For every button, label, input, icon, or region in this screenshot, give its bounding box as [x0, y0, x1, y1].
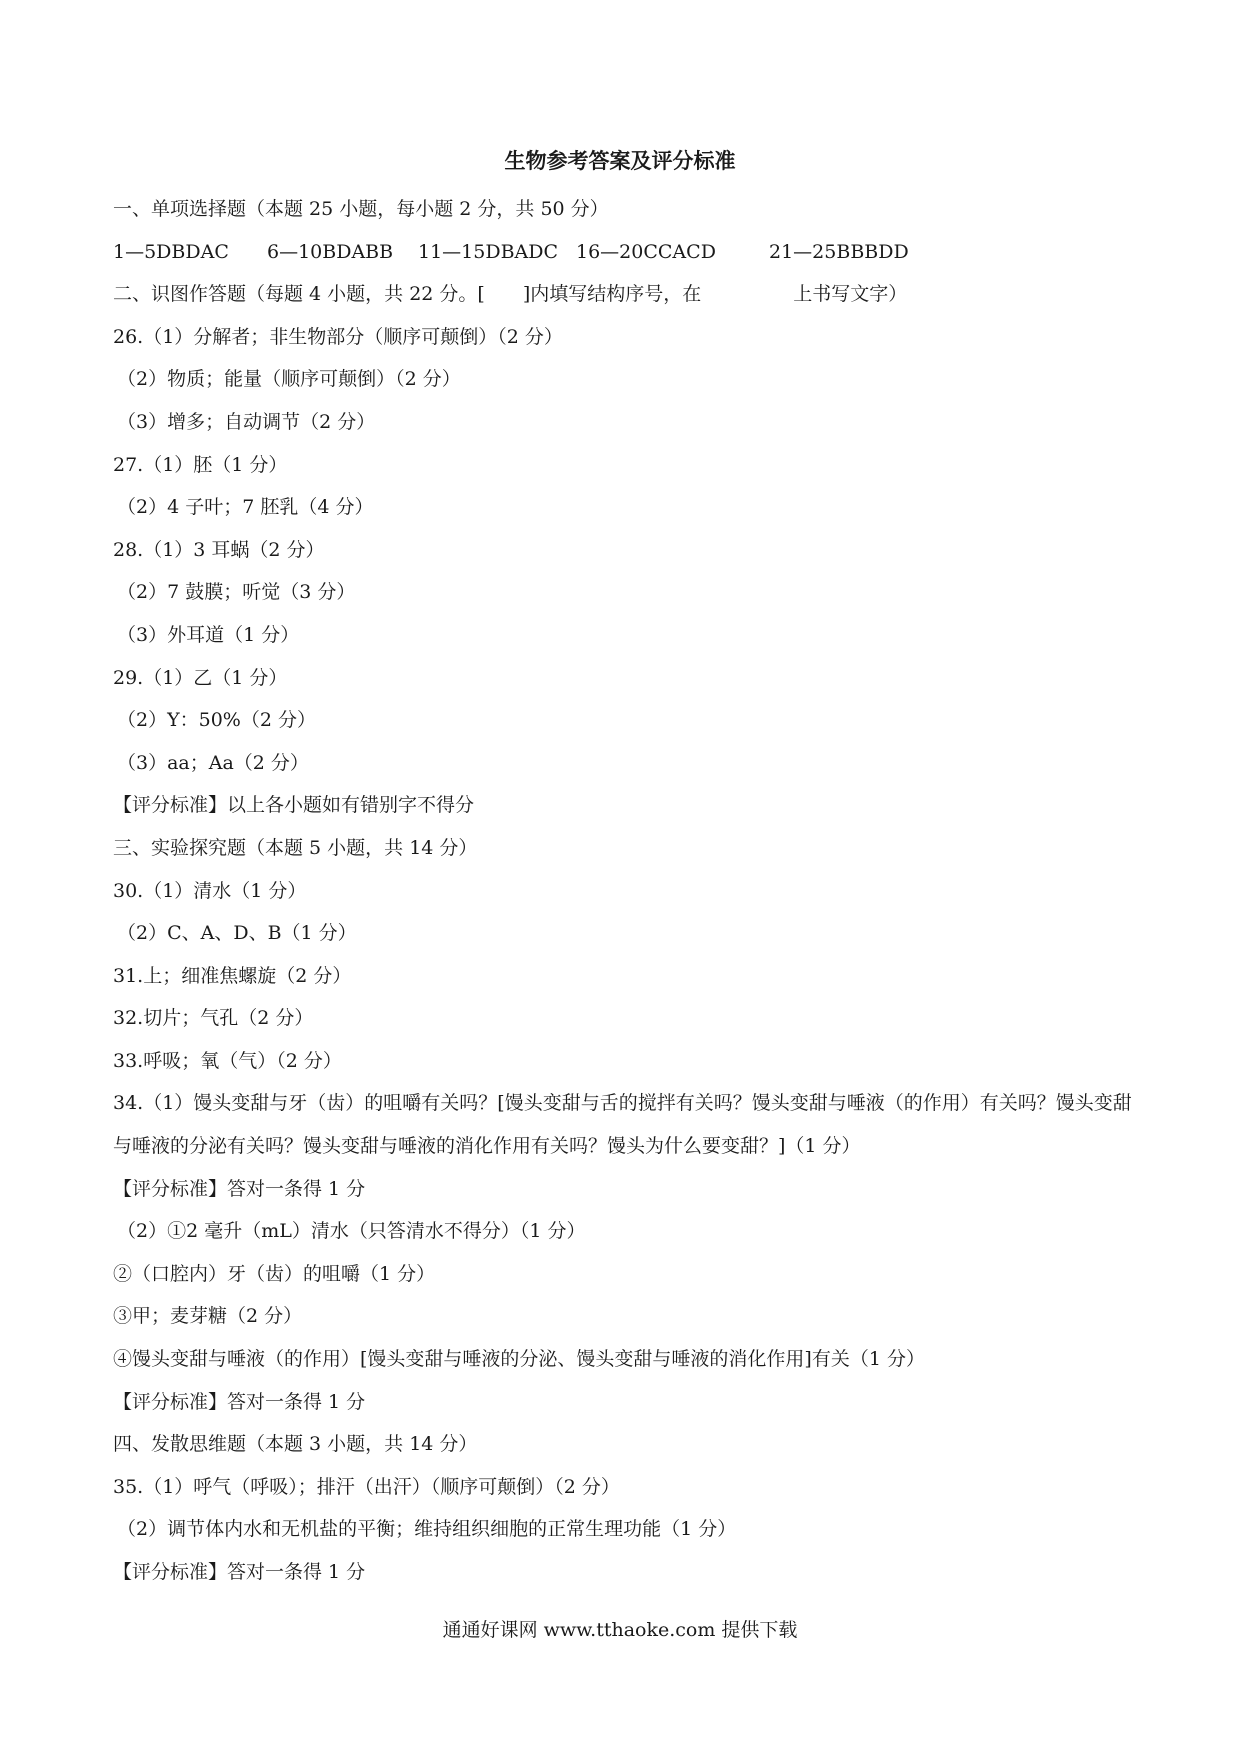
answer-paragraph-34: 34.（1）馒头变甜与牙（齿）的咀嚼有关吗？[馒头变甜与舌的搅拌有关吗？馒头变甜与唾液（的作用）有关吗？馒头变甜与唾液的分泌有关吗？馒头变甜与唾液的消化作用有关吗？馒头为什么要变甜？]（1 分）: [113, 1092, 1132, 1158]
answer-line: （2）①2 毫升（mL）清水（只答清水不得分）（1 分）: [117, 1220, 586, 1243]
answer-line: （2）4 子叶；7 胚乳（4 分）: [117, 496, 374, 519]
answer-line: （2）Y：50%（2 分）: [117, 709, 316, 732]
answer-line: （3）外耳道（1 分）: [117, 623, 300, 646]
answer-line: 29.（1）乙（1 分）: [113, 666, 288, 689]
answer-line: ③甲；麦芽糖（2 分）: [113, 1305, 303, 1328]
answer-line: ④馒头变甜与唾液（的作用）[馒头变甜与唾液的分泌、馒头变甜与唾液的消化作用]有关（1 分）: [113, 1348, 925, 1371]
section-4-heading: 四、发散思维题（本题 3 小题，共 14 分）: [113, 1433, 478, 1456]
section-2-heading-part: 上书写文字）: [793, 283, 908, 306]
choice-answer-group: 11—15DBADC: [418, 240, 559, 263]
answer-line: 33.呼吸；氧（气）（2 分）: [113, 1049, 342, 1072]
answer-line: 31.上；细准焦螺旋（2 分）: [113, 964, 352, 987]
answer-line: 32.切片；气孔（2 分）: [113, 1007, 314, 1030]
answer-line: （2）调节体内水和无机盐的平衡；维持组织细胞的正常生理功能（1 分）: [117, 1518, 737, 1541]
page-title: 生物参考答案及评分标准: [504, 148, 736, 173]
answer-content: [113, 188, 1133, 1594]
choice-answer-group: 16—20CCACD: [576, 240, 716, 263]
scoring-note: 【评分标准】答对一条得 1 分: [113, 1390, 366, 1413]
section-2-heading-part: ]内填写结构序号，在: [522, 283, 702, 306]
answer-line: （2）C、A、D、B（1 分）: [117, 922, 357, 945]
choice-answer-group: 21—25BBBDD: [769, 240, 909, 263]
choice-answer-group: 6—10BDABB: [267, 240, 394, 263]
choice-answer-group: 1—5DBDAC: [113, 240, 229, 263]
scoring-note: 【评分标准】答对一条得 1 分: [113, 1561, 366, 1583]
answer-line: （2）物质；能量（顺序可颠倒）（2 分）: [117, 368, 461, 391]
answer-line: （2）7 鼓膜；听觉（3 分）: [117, 581, 356, 604]
section-3-heading: 三、实验探究题（本题 5 小题，共 14 分）: [113, 836, 478, 859]
answer-line: 27.（1）胚（1 分）: [113, 453, 288, 476]
answer-line: 30.（1）清水（1 分）: [113, 879, 307, 902]
scoring-note: 【评分标准】以上各小题如有错别字不得分: [113, 794, 475, 817]
answer-line: 26.（1）分解者；非生物部分（顺序可颠倒）（2 分）: [113, 325, 563, 348]
answer-line: 28.（1）3 耳蜗（2 分）: [113, 538, 325, 561]
choice-answers-row: [113, 231, 1133, 274]
section-1-heading: 一、单项选择题（本题 25 小题，每小题 2 分，共 50 分）: [113, 198, 609, 220]
answer-line: 35.（1）呼气（呼吸）；排汗（出汗）（顺序可颠倒）（2 分）: [113, 1475, 620, 1498]
answer-line: ②（口腔内）牙（齿）的咀嚼（1 分）: [113, 1262, 436, 1285]
section-2-heading: [113, 273, 1133, 316]
answer-line: （3）增多；自动调节（2 分）: [117, 410, 376, 433]
section-2-heading-part: 二、识图作答题（每题 4 小题，共 22 分。[: [113, 283, 485, 306]
footer-source-note: 通通好课网 www.tthaoke.com 提供下载: [442, 1619, 798, 1641]
scoring-note: 【评分标准】答对一条得 1 分: [113, 1177, 366, 1200]
answer-line: （3）aa；Aa（2 分）: [117, 751, 309, 774]
